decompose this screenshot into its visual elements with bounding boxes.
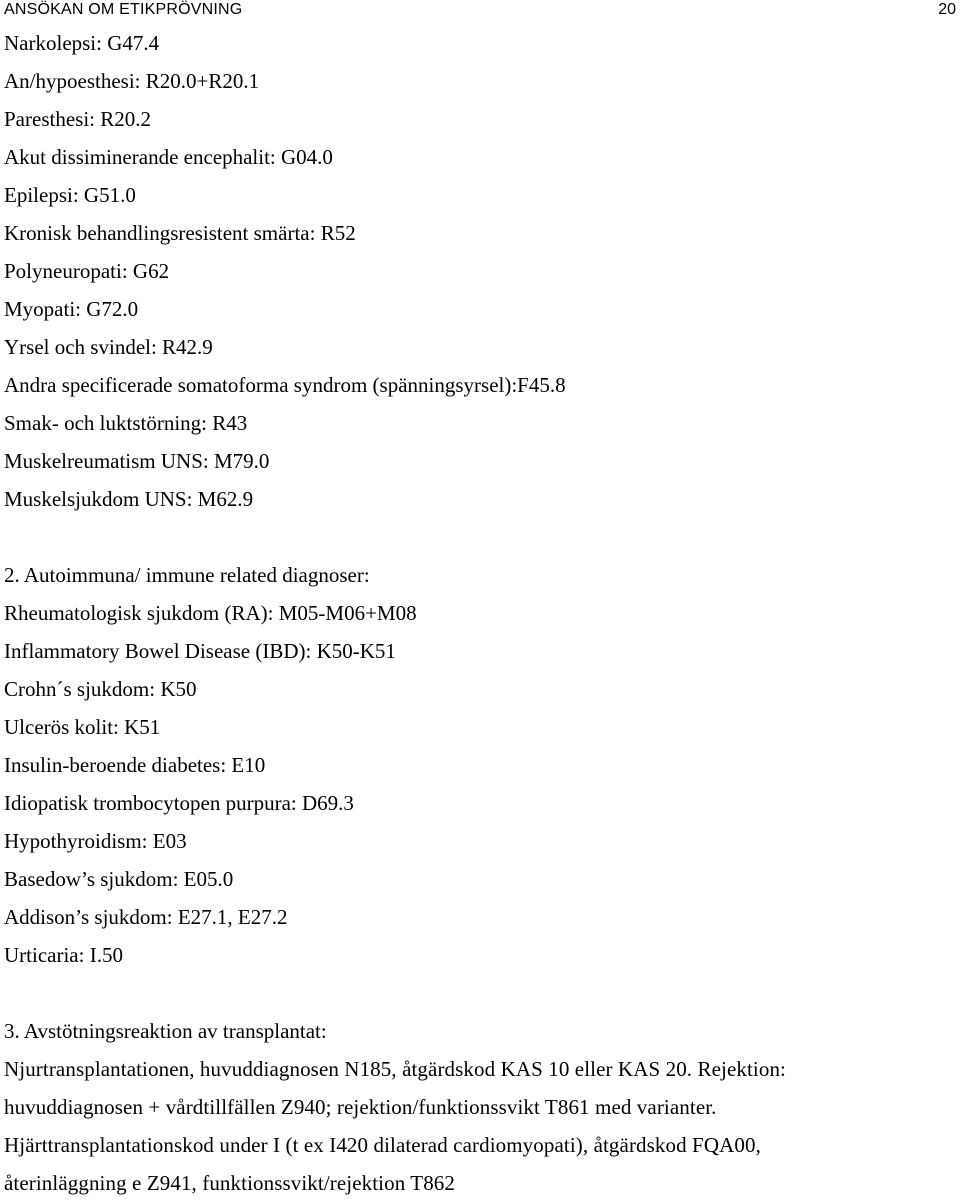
- paragraph-line: huvuddiagnosen + vårdtillfällen Z940; rejektion/funktionssvikt T861 med varianter.: [4, 1095, 717, 1119]
- list-item: Basedow’s sjukdom: E05.0: [4, 867, 234, 891]
- list-item: Urticaria: I.50: [4, 943, 123, 967]
- diagnosis-list-neurological: [4, 24, 956, 518]
- header-title: ANSÖKAN OM ETIKPRÖVNING: [4, 1, 243, 18]
- list-item: Idiopatisk trombocytopen purpura: D69.3: [4, 791, 354, 815]
- list-item: Ulcerös kolit: K51: [4, 715, 161, 739]
- transplant-rejection-section: [4, 1012, 956, 1202]
- list-item: Insulin-beroende diabetes: E10: [4, 753, 266, 777]
- list-item: Muskelsjukdom UNS: M62.9: [4, 487, 254, 511]
- list-item: Smak- och luktstörning: R43: [4, 411, 248, 435]
- page-header: [0, 0, 960, 20]
- list-item: Myopati: G72.0: [4, 297, 139, 321]
- list-item: Muskelreumatism UNS: M79.0: [4, 449, 270, 473]
- list-item: Crohn´s sjukdom: K50: [4, 677, 197, 701]
- section-spacer: [4, 974, 956, 1012]
- list-item: Addison’s sjukdom: E27.1, E27.2: [4, 905, 288, 929]
- document-body: [4, 24, 956, 1202]
- list-item: Inflammatory Bowel Disease (IBD): K50-K51: [4, 639, 396, 663]
- list-item: Kronisk behandlingsresistent smärta: R52: [4, 221, 356, 245]
- section-heading: 3. Avstötningsreaktion av transplantat:: [4, 1019, 327, 1043]
- section-spacer: [4, 518, 956, 556]
- list-item: Akut dissiminerande encephalit: G04.0: [4, 145, 333, 169]
- paragraph-line: Njurtransplantationen, huvuddiagnosen N185, åtgärdskod KAS 10 eller KAS 20. Rejektion:: [4, 1057, 786, 1081]
- list-item: Epilepsi: G51.0: [4, 183, 136, 207]
- list-item: Rheumatologisk sjukdom (RA): M05-M06+M08: [4, 601, 417, 625]
- list-item: Andra specificerade somatoforma syndrom (spänningsyrsel):F45.8: [4, 373, 566, 397]
- list-item: Hypothyroidism: E03: [4, 829, 187, 853]
- section-heading: 2. Autoimmuna/ immune related diagnoser:: [4, 563, 370, 587]
- paragraph-line: återinläggning e Z941, funktionssvikt/rejektion T862: [4, 1171, 455, 1195]
- diagnosis-list-autoimmune: [4, 556, 956, 974]
- list-item: Polyneuropati: G62: [4, 259, 170, 283]
- list-item: Paresthesi: R20.2: [4, 107, 151, 131]
- paragraph-line: Hjärttransplantationskod under I (t ex I420 dilaterad cardiomyopati), åtgärdskod FQA00,: [4, 1133, 761, 1157]
- list-item: Narkolepsi: G47.4: [4, 31, 160, 55]
- list-item: Yrsel och svindel: R42.9: [4, 335, 213, 359]
- page-number: 20: [938, 1, 956, 18]
- list-item: An/hypoesthesi: R20.0+R20.1: [4, 69, 260, 93]
